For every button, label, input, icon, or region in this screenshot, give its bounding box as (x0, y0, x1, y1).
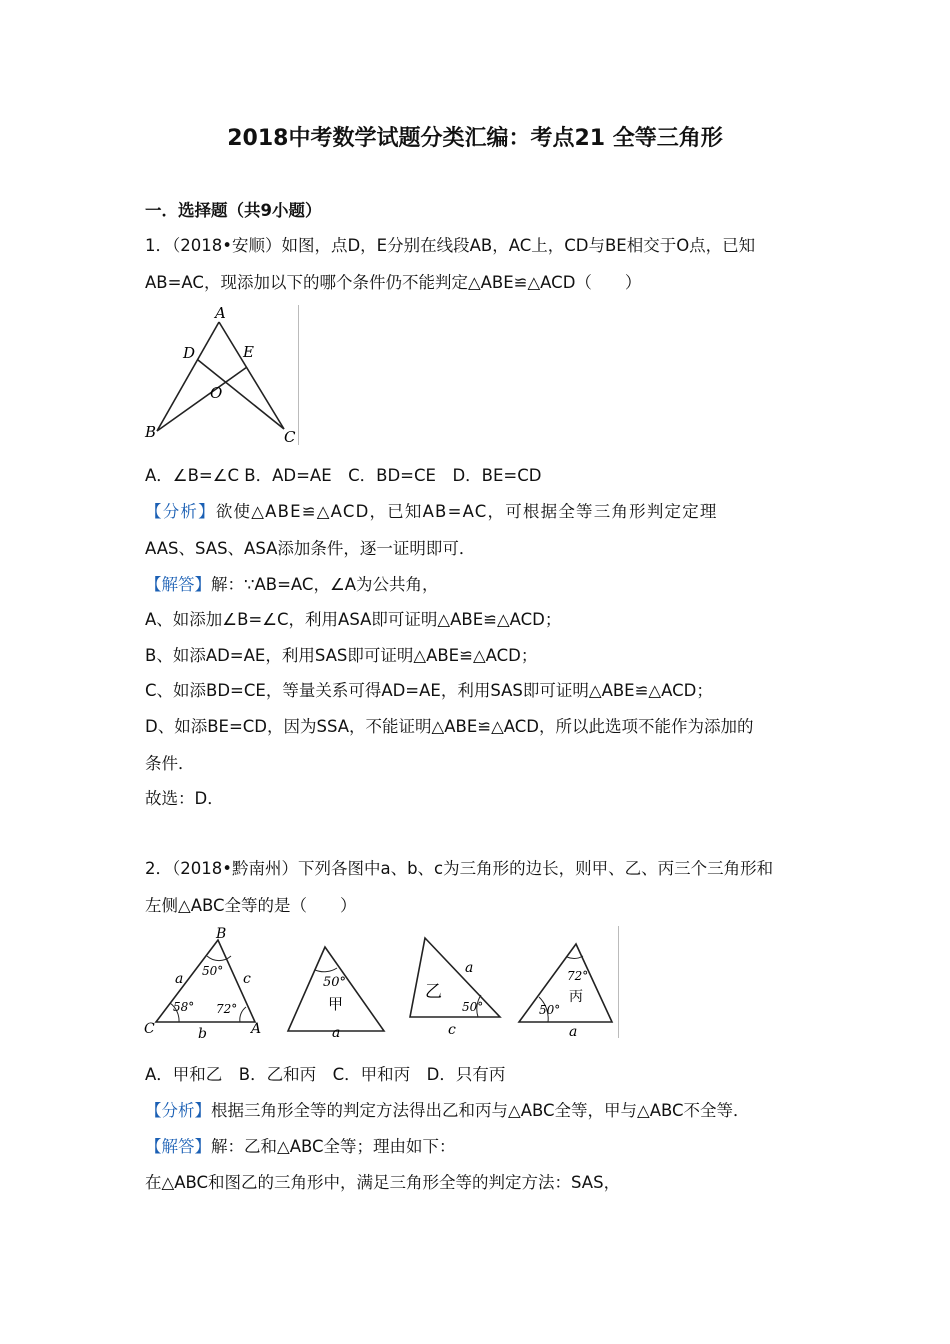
q1-options: A．∠B=∠C B．AD=AE C．BD=CE D．BE=CD (145, 466, 542, 485)
q2-abc-label-b: B (216, 926, 227, 942)
q2-abc-shape (156, 940, 255, 1022)
q1-label-d: D (183, 344, 196, 362)
q1-side-ac (219, 322, 284, 429)
q2-yi-side-c: c (448, 1022, 456, 1038)
q1-answer-text: 解：∵AB=AC，∠A为公共角， (211, 575, 439, 594)
q1-answer-d2: 条件． (145, 754, 195, 773)
q1-segment-be (157, 367, 247, 431)
q2-jia-name: 甲 (328, 995, 344, 1013)
q2-triangle-jia (288, 947, 384, 1038)
q1-label-e: E (243, 343, 254, 361)
q2-answer-text: 解：乙和△ABC全等；理由如下： (211, 1137, 456, 1156)
q2-jia-arc (315, 968, 337, 972)
q2-abc-label-c: C (144, 1021, 155, 1037)
q2-bing-shape (519, 944, 612, 1022)
section-heading: 一．选择题（共9小题） (145, 201, 322, 220)
q2-bing-side: a (569, 1024, 578, 1038)
q2-bing-arc-top (567, 956, 583, 958)
q1-label-a: A (215, 305, 226, 322)
q1-side-ab (157, 322, 219, 431)
q1-analysis-line2: AAS、SAS、ASA添加条件，逐一证明即可． (145, 539, 476, 558)
q2-answer-line1 (145, 1136, 456, 1158)
q2-jia-side: a (332, 1025, 341, 1038)
q2-analysis-tag: 【分析】 (145, 1101, 211, 1120)
q1-answer-tag: 【解答】 (145, 575, 211, 594)
q2-analysis-line (145, 1100, 750, 1122)
q2-answer-line2: 在△ABC和图乙的三角形中，满足三角形全等的判定方法：SAS， (145, 1173, 621, 1192)
q1-answer-b: B、如添AD=AE，利用SAS即可证明△ABE≌△ACD； (145, 646, 538, 665)
q2-stem-line2: 左侧△ABC全等的是（ ） (145, 896, 357, 915)
q1-answer-line1 (145, 574, 439, 596)
q2-figure (143, 926, 619, 1038)
q2-stem-line1: 2．（2018•黔南州）下列各图中a、b、c为三角形的边长，则甲、乙、丙三个三角形和 (145, 859, 774, 878)
q2-yi-side-a: a (465, 960, 474, 976)
q2-abc-arc-a (240, 1007, 246, 1022)
q2-abc-label-a: A (251, 1021, 262, 1037)
q2-abc-side-a: a (175, 971, 184, 987)
q2-bing-angle-top: 72° (567, 969, 589, 983)
q1-analysis-tag: 【分析】 (145, 502, 216, 521)
q1-answer-d1: D、如添BE=CD，因为SSA，不能证明△ABE≌△ACD，所以此选项不能作为添加的 (145, 717, 754, 736)
q1-label-o: O (210, 384, 223, 402)
q2-yi-shape (410, 938, 500, 1017)
page-title: 2018中考数学试题分类汇编：考点21 全等三角形 (227, 126, 723, 151)
q2-analysis-text: 根据三角形全等的判定方法得出乙和丙与△ABC全等，甲与△ABC不全等． (211, 1101, 750, 1120)
q2-jia-angle: 50° (323, 975, 347, 990)
q2-options: A．甲和乙 B．乙和丙 C．甲和丙 D．只有丙 (145, 1065, 506, 1084)
q1-analysis-text: 欲使△ABE≌△ACD，已知AB=AC，可根据全等三角形判定定理 (215, 502, 718, 521)
q1-stem-line1: 1．（2018•安顺）如图，点D，E分别在线段AB，AC上，CD与BE相交于O点，已知 (145, 236, 756, 255)
q2-abc-angle-a: 72° (216, 1002, 238, 1016)
q1-label-b: B (145, 423, 157, 441)
q1-answer-a: A、如添加∠B=∠C，利用ASA即可证明△ABE≌△ACD； (145, 610, 562, 629)
q2-answer-tag: 【解答】 (145, 1137, 211, 1156)
q1-label-c: C (284, 428, 296, 445)
q1-figure-svg (143, 305, 298, 445)
q1-figure (143, 305, 299, 445)
q1-choice: 故选：D． (145, 789, 224, 808)
q2-yi-name: 乙 (425, 982, 442, 1002)
q2-abc-side-c: c (243, 971, 251, 987)
q1-analysis-line1 (145, 501, 718, 523)
q2-abc-angle-b: 50° (202, 964, 224, 978)
q2-figure-svg (143, 926, 618, 1038)
q2-bing-angle-left: 50° (539, 1003, 561, 1017)
q2-yi-angle: 50° (462, 1000, 484, 1014)
q1-answer-c: C、如添BD=CE，等量关系可得AD=AE，利用SAS即可证明△ABE≌△ACD； (145, 681, 713, 700)
q2-bing-name: 丙 (569, 989, 583, 1005)
q2-triangle-yi (410, 938, 500, 1038)
q2-triangle-bing (519, 944, 612, 1038)
q2-abc-angle-c: 58° (173, 1000, 195, 1014)
q2-abc-side-b: b (198, 1026, 207, 1038)
q2-triangle-abc (144, 926, 261, 1038)
q1-stem-line2: AB=AC，现添加以下的哪个条件仍不能判定△ABE≌△ACD（ ） (145, 273, 642, 292)
